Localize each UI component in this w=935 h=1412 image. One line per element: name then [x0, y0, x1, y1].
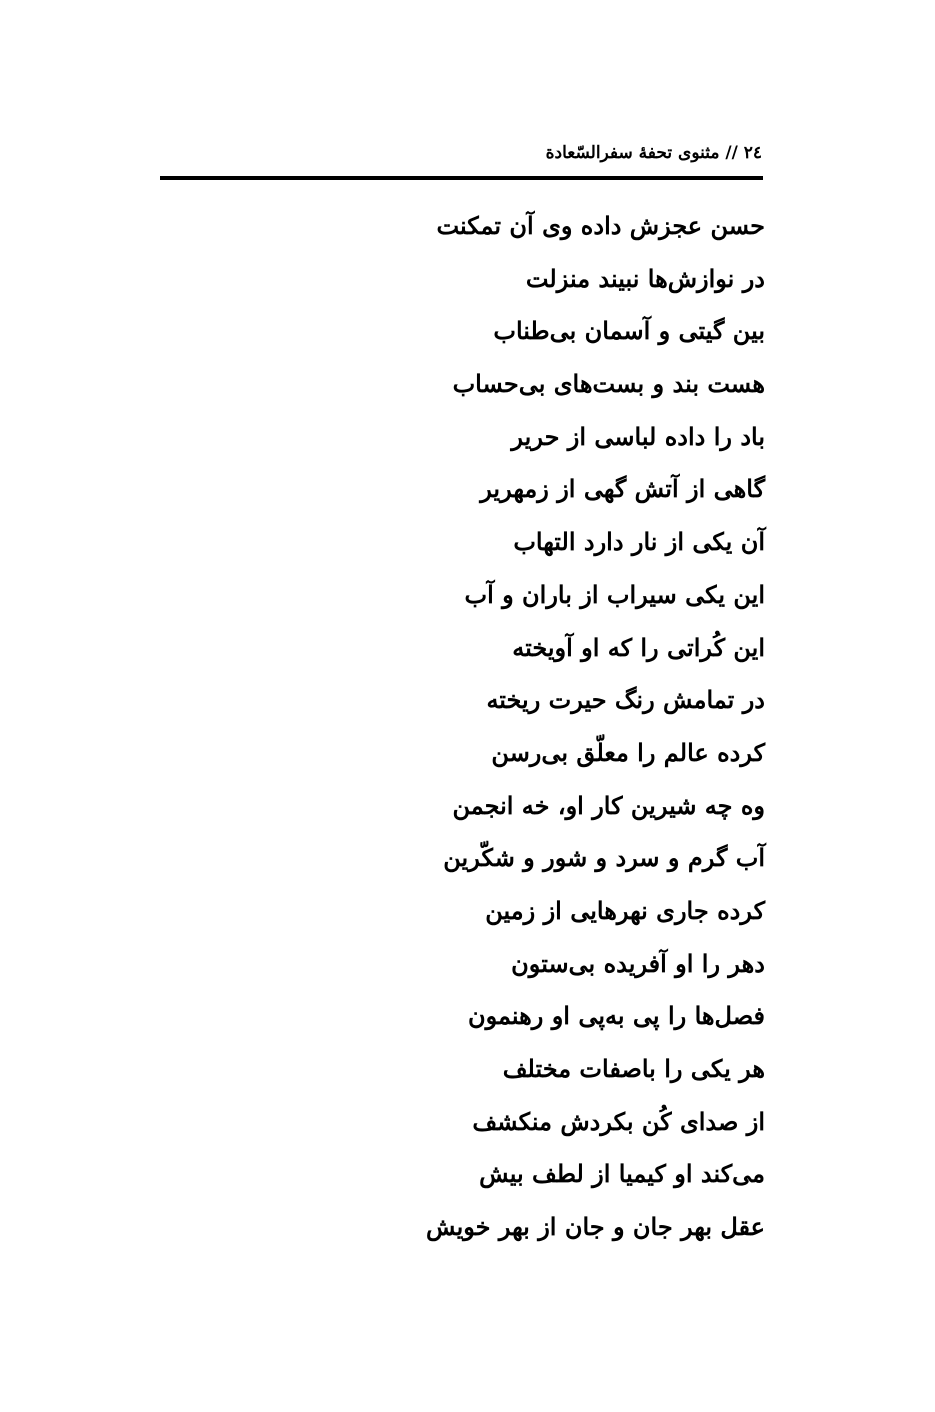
verse-line: در تمامش رنگ حیرت ریخته: [486, 685, 765, 715]
verse-line: از صدای کُن بکردش منکشف: [472, 1106, 765, 1136]
verse-line: دهر را او آفریده بی‌ستون: [511, 948, 765, 978]
verse-line: هر یکی را باصفات مختلف: [502, 1054, 765, 1083]
verse-line: بین گیتی و آسمان بی‌طناب: [493, 316, 765, 346]
verse-line: در نوازش‌ها نبیند منزلت: [525, 263, 765, 293]
verse-line: عقل بهر جان و جان از بهر خویش: [426, 1212, 765, 1242]
verse-line: حسن عجزش داده وی آن تمکنت: [436, 211, 765, 240]
verse-line: این یکی سیراب از باران و آب: [464, 579, 765, 609]
verse-line: باد را داده لباسی از حریر: [511, 421, 765, 451]
verse-line: کرده عالم را معلّق بی‌رسن: [491, 737, 765, 767]
verse-line: هست بند و بست‌های بی‌حساب: [452, 369, 765, 399]
verse-list: [325, 200, 765, 1254]
header-rule: [160, 176, 763, 180]
verse-line: وه چه شیرین کار او، خه انجمن: [452, 790, 765, 820]
verse-line: آب گرم و سرد و شور و شکّرین: [443, 843, 765, 873]
verse-line: گاهی از آتش گهی از زمهریر: [480, 474, 765, 504]
running-header: ٢٤ // مثنوی تحفهٔ سفرالسّعادة: [545, 143, 762, 163]
verse-line: این کُراتی را که او آویخته: [512, 632, 765, 662]
verse-line: کرده جاری نهرهایی از زمین: [485, 895, 765, 925]
verse-line: آن یکی از نار دارد التهاب: [513, 527, 765, 557]
verse-line: فصل‌ها را پی به‌پی او رهنمون: [467, 1001, 765, 1031]
verse-line: می‌کند او کیمیا از لطف بیش: [479, 1159, 765, 1189]
